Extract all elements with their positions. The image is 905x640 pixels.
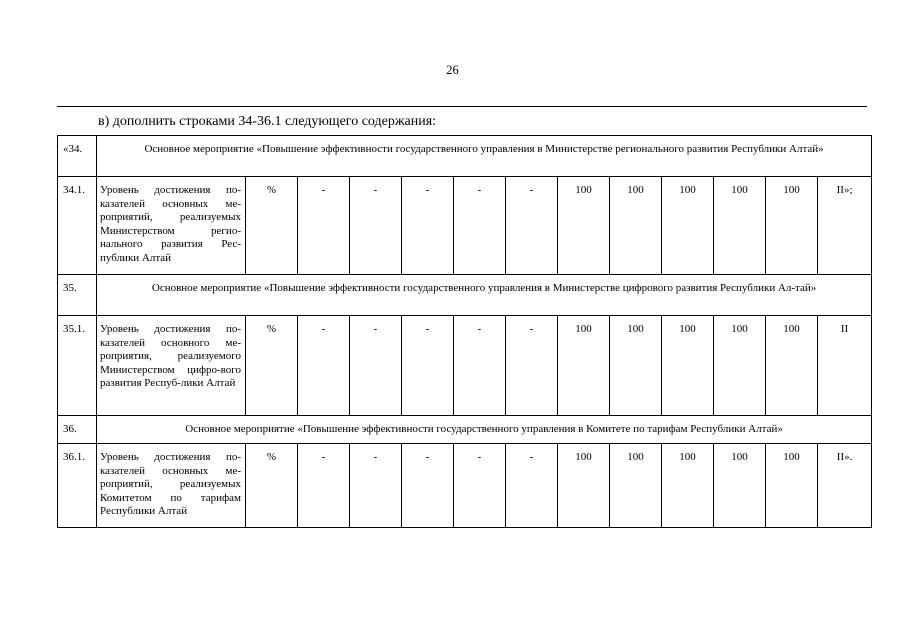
section-number: 35. (58, 275, 97, 316)
category-cell: II». (818, 444, 872, 528)
indicator-name: Уровень достижения по-казателей основных ме-роприятий, реализуемых Комитетом по тарифам Республики Алтай (97, 444, 246, 528)
value-cell: - (454, 316, 506, 416)
section-title: Основное мероприятие «Повышение эффективности государственного управления в Министерстве цифрового развития Республики Ал-тай» (97, 275, 872, 316)
value-cell: - (298, 177, 350, 275)
value-cell: - (506, 177, 558, 275)
unit-cell: % (246, 444, 298, 528)
value-cell: - (402, 177, 454, 275)
value-cell: 100 (766, 444, 818, 528)
section-row-34 (58, 136, 872, 177)
value-cell: 100 (610, 316, 662, 416)
value-cell: 100 (662, 316, 714, 416)
value-cell: - (298, 316, 350, 416)
value-cell: - (454, 444, 506, 528)
value-cell: 100 (558, 316, 610, 416)
category-cell: II (818, 316, 872, 416)
value-cell: 100 (766, 316, 818, 416)
value-cell: - (298, 444, 350, 528)
category-cell: II»; (818, 177, 872, 275)
section-number: 36. (58, 416, 97, 444)
row-number: 35.1. (58, 316, 97, 416)
value-cell: - (402, 444, 454, 528)
indicator-name: Уровень достижения по-казателей основных ме-роприятий, реализуемых Министерством регио-нального развития Рес-публики Алтай (97, 177, 246, 275)
row-number: 36.1. (58, 444, 97, 528)
section-title: Основное мероприятие «Повышение эффективности государственного управления в Министерстве регионального развития Республики Алтай» (97, 136, 872, 177)
value-cell: 100 (610, 444, 662, 528)
indicator-name: Уровень достижения по-казателей основного ме-роприятия, реализуемого Министерством цифро-вого развития Респуб-лики Алтай (97, 316, 246, 416)
value-cell: - (506, 444, 558, 528)
intro-text: в) дополнить строками 34-36.1 следующего содержания: (98, 114, 437, 129)
section-title: Основное мероприятие «Повышение эффективности государственного управления в Комитете по тарифам Республики Алтай» (97, 416, 872, 444)
value-cell: 100 (714, 177, 766, 275)
section-number: «34. (58, 136, 97, 177)
value-cell: 100 (714, 444, 766, 528)
row-number: 34.1. (58, 177, 97, 275)
value-cell: - (350, 177, 402, 275)
value-cell: - (350, 316, 402, 416)
value-cell: - (350, 444, 402, 528)
indicators-table (57, 135, 872, 528)
table-row-35-1 (58, 316, 872, 416)
value-cell: 100 (610, 177, 662, 275)
table-row-36-1 (58, 444, 872, 528)
section-row-35 (58, 275, 872, 316)
value-cell: 100 (558, 177, 610, 275)
section-row-36 (58, 416, 872, 444)
page-number: 26 (446, 63, 459, 77)
value-cell: 100 (766, 177, 818, 275)
value-cell: - (506, 316, 558, 416)
unit-cell: % (246, 316, 298, 416)
value-cell: 100 (558, 444, 610, 528)
header-rule (57, 106, 867, 107)
value-cell: 100 (662, 444, 714, 528)
value-cell: - (454, 177, 506, 275)
unit-cell: % (246, 177, 298, 275)
value-cell: - (402, 316, 454, 416)
table-row-34-1 (58, 177, 872, 275)
value-cell: 100 (662, 177, 714, 275)
value-cell: 100 (714, 316, 766, 416)
